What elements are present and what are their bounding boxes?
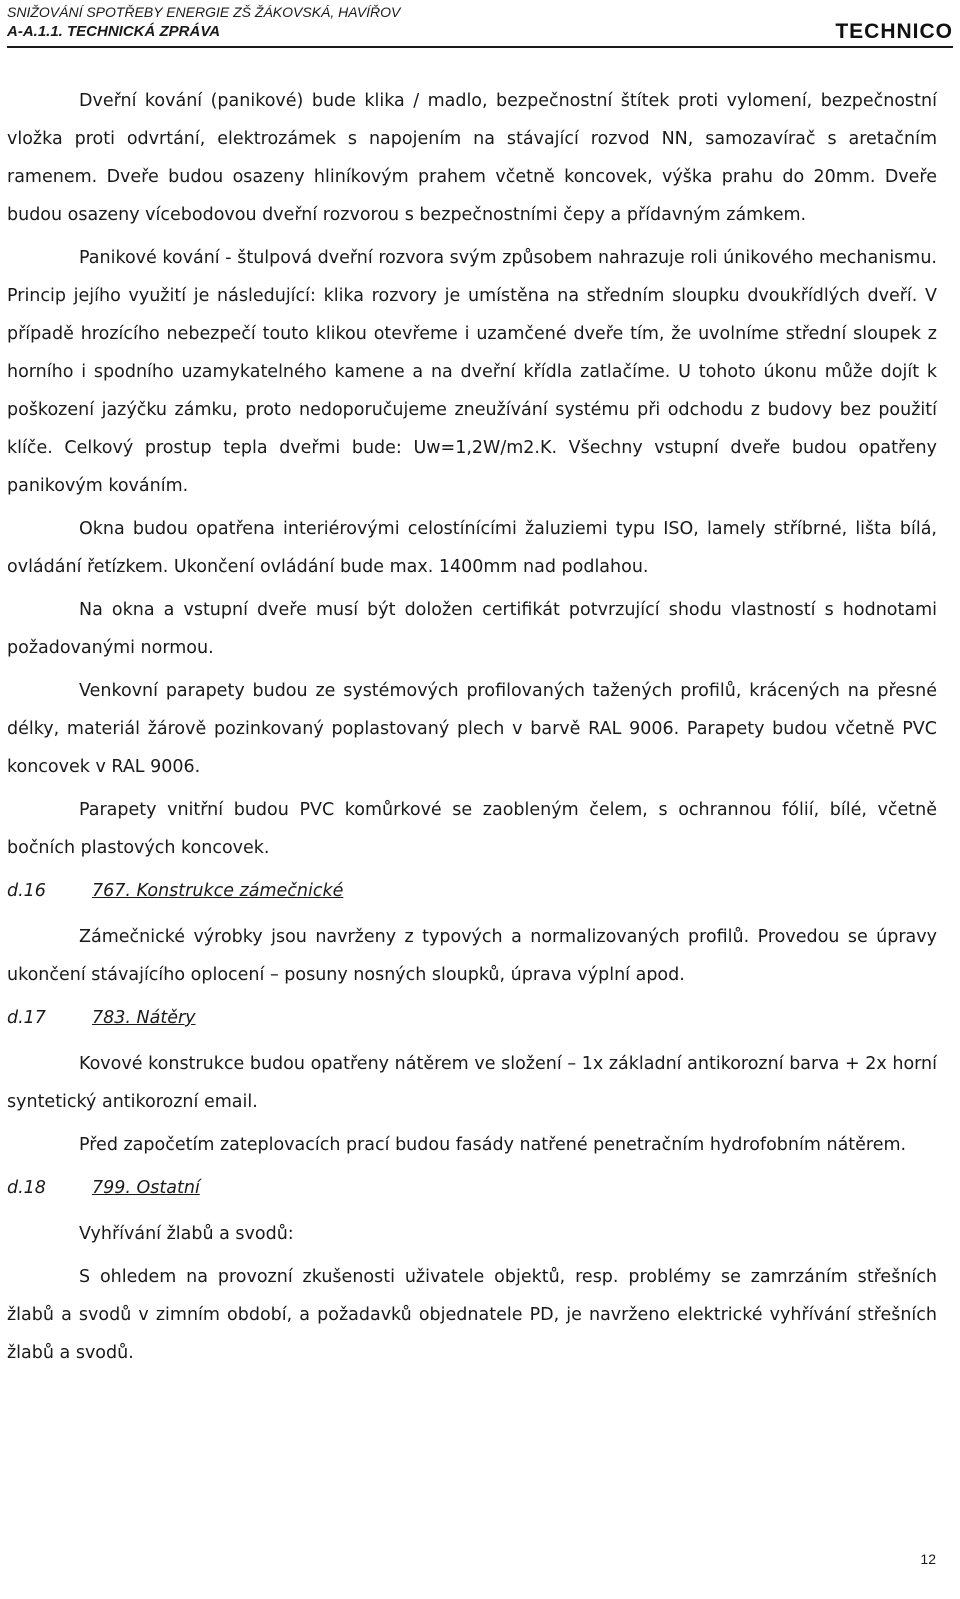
section-heading-799	[7, 1169, 937, 1207]
section-title: 799. Ostatní	[92, 1178, 200, 1198]
paragraph-door-hardware: Dveřní kování (panikové) bude klika / madlo, bezpečnostní štítek proti vylomení, bezpečnostní vložka proti odvrtání, elektrozámek s napojením na stávající rozvod NN, samozavírač s aretačním ramenem. Dveře budou osazeny hliníkovým prahem včetně koncovek, výška prahu do 20mm. Dveře budou osazeny vícebodovou dveřní rozvorou s bezpečnostními čepy a přídavným zámkem.	[7, 91, 937, 225]
section-title: 783. Nátěry	[92, 1008, 196, 1028]
paragraph-gutter-heating: S ohledem na provozní zkušenosti uživatele objektů, resp. problémy se zamrzáním střešních žlabů a svodů v zimním období, a požadavků objednatele PD, je navrženo elektrické vyhřívání střešních žlabů a svodů.	[7, 1267, 937, 1363]
company-logo: TECHNICO	[835, 20, 953, 43]
paragraph-facade-penetration: Před započetím zateplovacích prací budou fasády natřené penetračním hydrofobním nátěrem.	[79, 1135, 907, 1155]
paragraph-blinds: Okna budou opatřena interiérovými celostínícími žaluziemi typu ISO, lamely stříbrné, lišta bílá, ovládání řetízkem. Ukončení ovládání bude max. 1400mm nad podlahou.	[7, 519, 937, 577]
section-number: d.16	[7, 881, 46, 901]
paragraph-locksmith: Zámečnické výrobky jsou navrženy z typových a normalizovaných profilů. Provedou se úpravy ukončení stávajícího oplocení – posuny nosných sloupků, úprava výplní apod.	[7, 927, 937, 985]
section-number: d.17	[7, 1008, 46, 1028]
header-divider	[7, 46, 953, 48]
document-body	[7, 82, 937, 1377]
paragraph-exterior-sills: Venkovní parapety budou ze systémových profilovaných tažených profilů, krácených na přesné délky, materiál žárově pozinkovaný poplastovaný plech v barvě RAL 9006. Parapety budou včetně PVC koncovek v RAL 9006.	[7, 681, 937, 777]
paragraph-gutter-heating-heading: Vyhřívání žlabů a svodů:	[79, 1224, 294, 1244]
header-project-title: SNIŽOVÁNÍ SPOTŘEBY ENERGIE ZŠ ŽÁKOVSKÁ, HAVÍŘOV	[7, 4, 401, 20]
page-number: 12	[920, 1551, 936, 1567]
section-number: d.18	[7, 1178, 46, 1198]
paragraph-panic-hardware: Panikové kování - štulpová dveřní rozvora svým způsobem nahrazuje roli únikového mechanismu. Princip jejího využití je následující: klika rozvory je umístěna na středním sloupku dvoukřídlých dveří. V případě hrozícího nebezpečí touto klikou otevřeme i uzamčené dveře tím, že uvolníme střední sloupek z horního i spodního uzamykatelného kamene a na dveřní křídla zatlačíme. U tohoto úkonu může dojít k poškození jazýčku zámku, proto nedoporučujeme zneužívání systému při odchodu z budovy bez použití klíče. Celkový prostup tepla dveřmi bude: Uw=1,2W/m2.K. Všechny vstupní dveře budou opatřeny panikovým kováním.	[7, 248, 937, 496]
section-heading-783	[7, 999, 937, 1037]
paragraph-coatings: Kovové konstrukce budou opatřeny nátěrem ve složení – 1x základní antikorozní barva + 2x horní syntetický antikorozní email.	[7, 1054, 937, 1112]
paragraph-interior-sills: Parapety vnitřní budou PVC komůrkové se zaobleným čelem, s ochrannou fólií, bílé, včetně bočních plastových koncovek.	[7, 800, 937, 858]
section-title: 767. Konstrukce zámečnické	[92, 881, 344, 901]
page-header	[7, 0, 953, 48]
section-heading-767	[7, 872, 937, 910]
header-document-title: A-A.1.1. TECHNICKÁ ZPRÁVA	[7, 23, 221, 40]
paragraph-certificate: Na okna a vstupní dveře musí být doložen certifikát potvrzující shodu vlastností s hodnotami požadovanými normou.	[7, 600, 937, 658]
